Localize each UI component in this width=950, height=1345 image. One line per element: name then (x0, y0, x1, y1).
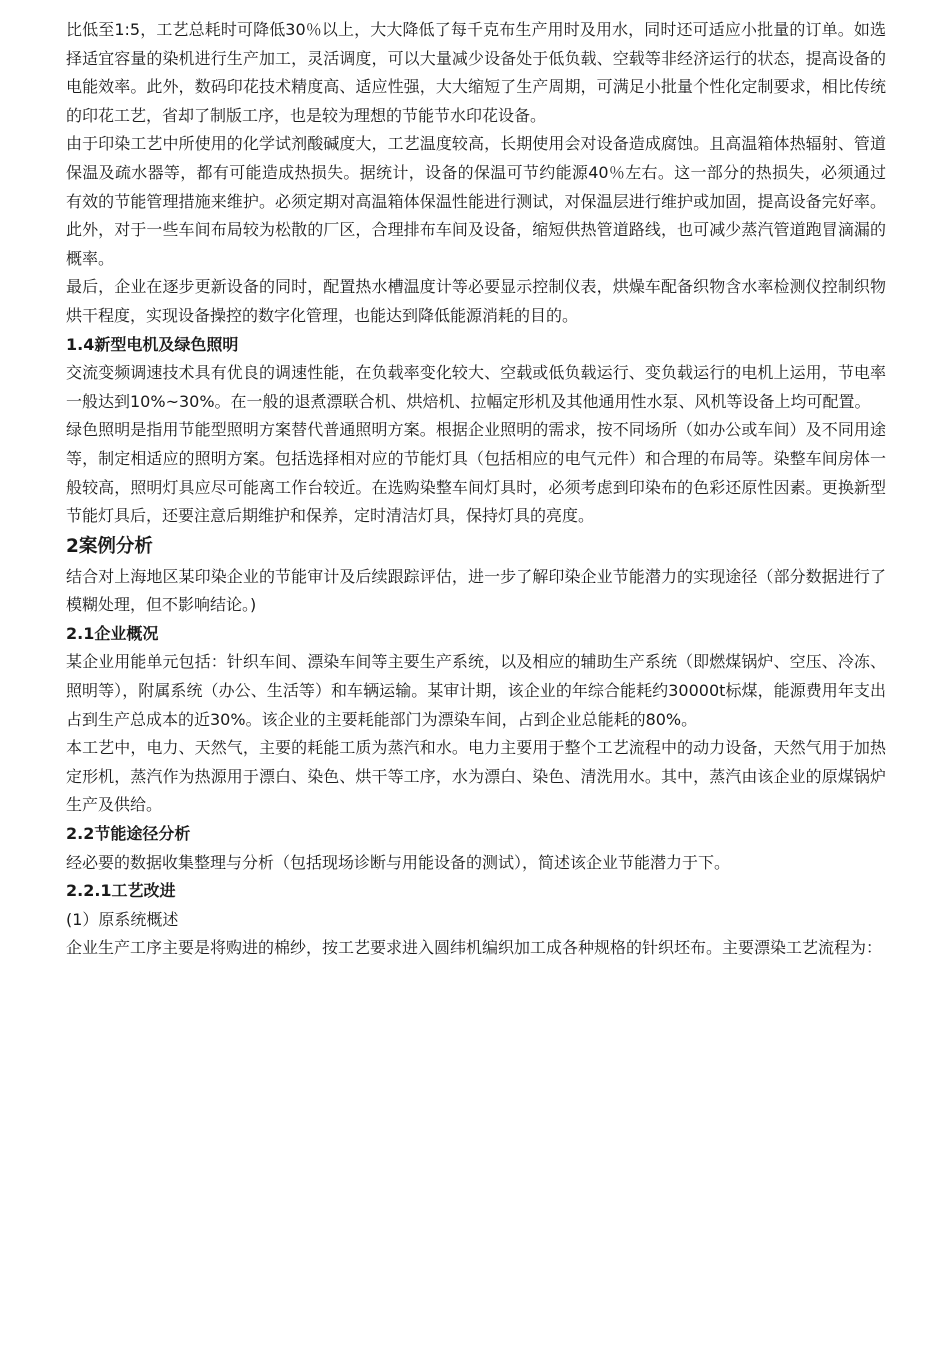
heading-2-2: 2.2节能途径分析 (66, 824, 191, 844)
paragraph-10: (1）原系统概述 (66, 909, 179, 929)
paragraph-11: 企业生产工序主要是将购进的棉纱，按工艺要求进入圆纬机编织加工成各种规格的针织坯布。主要漂染工艺流程为： (66, 938, 883, 958)
heading-2-2-1: 2.2.1工艺改进 (66, 881, 176, 901)
paragraph-5: 绿色照明是指用节能型照明方案替代普通照明方案。根据企业照明的需求，按不同场所（如办公或车间）及不同用途等，制定相适应的照明方案。包括选择相对应的节能灯具（包括相应的电气元件）和合理的布局等。染整车间房体一般较高，照明灯具应尽可能离工作台较近。在选购染整车间灯具时，必须考虑到印染布的色彩还原性因素。更换新型节能灯具后，还要注意后期维护和保养，定时清洁灯具，保持灯具的亮度。 (66, 420, 886, 526)
paragraph-8: 本工艺中，电力、天然气，主要的耗能工质为蒸汽和水。电力主要用于整个工艺流程中的动力设备，天然气用于加热定形机，蒸汽作为热源用于漂白、染色、烘干等工序，水为漂白、染色、清洗用水。其中，蒸汽由该企业的原煤锅炉生产及供给。 (66, 738, 886, 815)
heading-2-1: 2.1企业概况 (66, 623, 159, 643)
paragraph-4: 交流变频调速技术具有优良的调速性能，在负载率变化较大、空载或低负载运行、变负载运行的电机上运用，节电率一般达到10%~30%。在一般的退煮漂联合机、烘焙机、拉幅定形机及其他通用性水泵、风机等设备上均可配置。 (66, 363, 886, 411)
heading-1-4: 1.4新型电机及绿色照明 (66, 334, 239, 354)
paragraph-2: 由于印染工艺中所使用的化学试剂酸碱度大，工艺温度较高，长期使用会对设备造成腐蚀。且高温箱体热辐射、管道保温及疏水器等，都有可能造成热损失。据统计，设备的保温可节约能源40％左右。这一部分的热损失，必须通过有效的节能管理措施来维护。必须定期对高温箱体保温性能进行测试，对保温层进行维护或加固，提高设备完好率。此外，对于一些车间布局较为松散的厂区，合理排布车间及设备，缩短供热管道路线，也可减少蒸汽管道跑冒滴漏的概率。 (66, 134, 886, 268)
paragraph-7: 某企业用能单元包括：针织车间、漂染车间等主要生产系统，以及相应的辅助生产系统（即燃煤锅炉、空压、冷冻、照明等），附属系统（办公、生活等）和车辆运输。某审计期，该企业的年综合能耗约30000t标煤，能源费用年支出占到生产总成本的近30%。该企业的主要耗能部门为漂染车间，占到企业总能耗的80%。 (66, 652, 886, 729)
paragraph-1: 比低至1:5，工艺总耗时可降低30％以上，大大降低了每千克布生产用时及用水，同时还可适应小批量的订单。如选择适宜容量的染机进行生产加工，灵活调度，可以大量减少设备处于低负载、空载等非经济运行的状态，提高设备的电能效率。此外，数码印花技术精度高、适应性强，大大缩短了生产周期，可满足小批量个性化定制要求，相比传统的印花工艺，省却了制版工序，也是较为理想的节能节水印花设备。 (66, 20, 886, 125)
heading-2: 2案例分析 (66, 535, 153, 557)
paragraph-6: 结合对上海地区某印染企业的节能审计及后续跟踪评估，进一步了解印染企业节能潜力的实现途径（部分数据进行了模糊处理，但不影响结论。) (66, 566, 886, 615)
document-page (66, 16, 886, 963)
paragraph-9: 经必要的数据收集整理与分析（包括现场诊断与用能设备的测试），简述该企业节能潜力于下。 (66, 852, 731, 872)
paragraph-3: 最后，企业在逐步更新设备的同时，配置热水槽温度计等必要显示控制仪表，烘燥车配备织物含水率检测仪控制织物烘干程度，实现设备操控的数字化管理，也能达到降低能源消耗的目的。 (66, 277, 886, 325)
